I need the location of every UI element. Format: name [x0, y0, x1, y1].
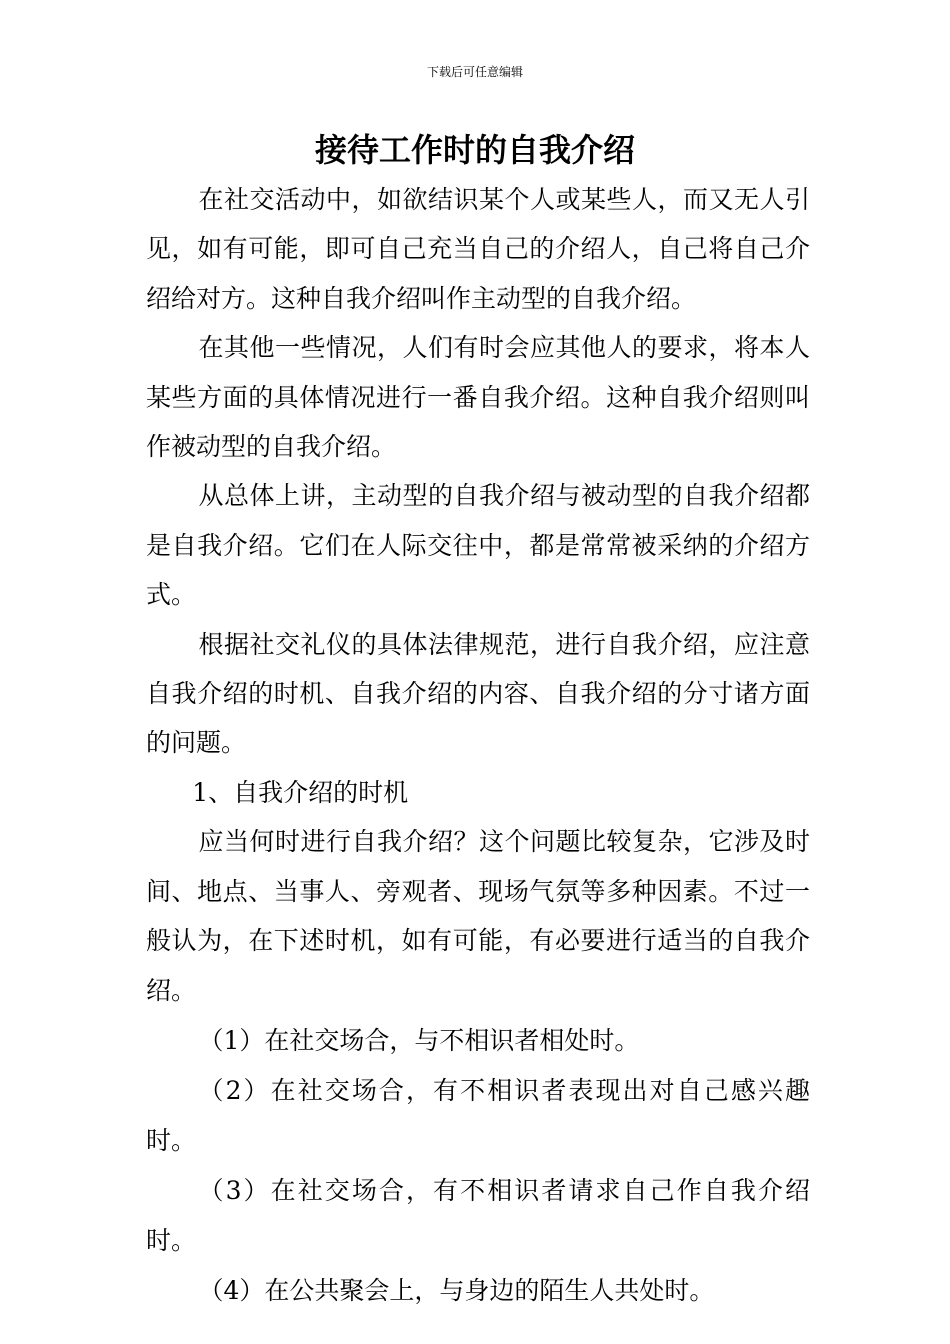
list-item: （3）在社交场合，有不相识者请求自己作自我介绍时。 [146, 1176, 810, 1255]
paragraph: 应当何时进行自我介绍？这个问题比较复杂，它涉及时间、地点、当事人、旁观者、现场气氛等多种因素。不过一般认为，在下述时机，如有可能，有必要进行适当的自我介绍。 [146, 827, 810, 1005]
section-heading: 1、自我介绍的时机 [192, 777, 409, 807]
list-item: （2）在社交场合，有不相识者表现出对自己感兴趣时。 [146, 1076, 810, 1155]
page-header-note: 下载后可任意编辑 [426, 65, 523, 79]
list-item: （1）在社交场合，与不相识者相处时。 [198, 1025, 640, 1055]
paragraph: 根据社交礼仪的具体法律规范，进行自我介绍，应注意自我介绍的时机、自我介绍的内容、自我介绍的分寸诸方面的问题。 [146, 629, 810, 758]
list-item: （4）在公共聚会上，与身边的陌生人共处时。 [198, 1275, 715, 1305]
paragraph: 在社交活动中，如欲结识某个人或某些人，而又无人引见，如有可能，即可自己充当自己的介绍人，自己将自己介绍给对方。这种自我介绍叫作主动型的自我介绍。 [146, 185, 810, 313]
paragraph: 从总体上讲，主动型的自我介绍与被动型的自我介绍都是自我介绍。它们在人际交往中，都是常常被采纳的介绍方式。 [146, 481, 810, 610]
document-body [146, 175, 810, 1315]
document-title: 接待工作时的自我介绍 [314, 131, 635, 169]
paragraph: 在其他一些情况，人们有时会应其他人的要求，将本人某些方面的具体情况进行一番自我介绍。这种自我介绍则叫作被动型的自我介绍。 [146, 333, 810, 462]
